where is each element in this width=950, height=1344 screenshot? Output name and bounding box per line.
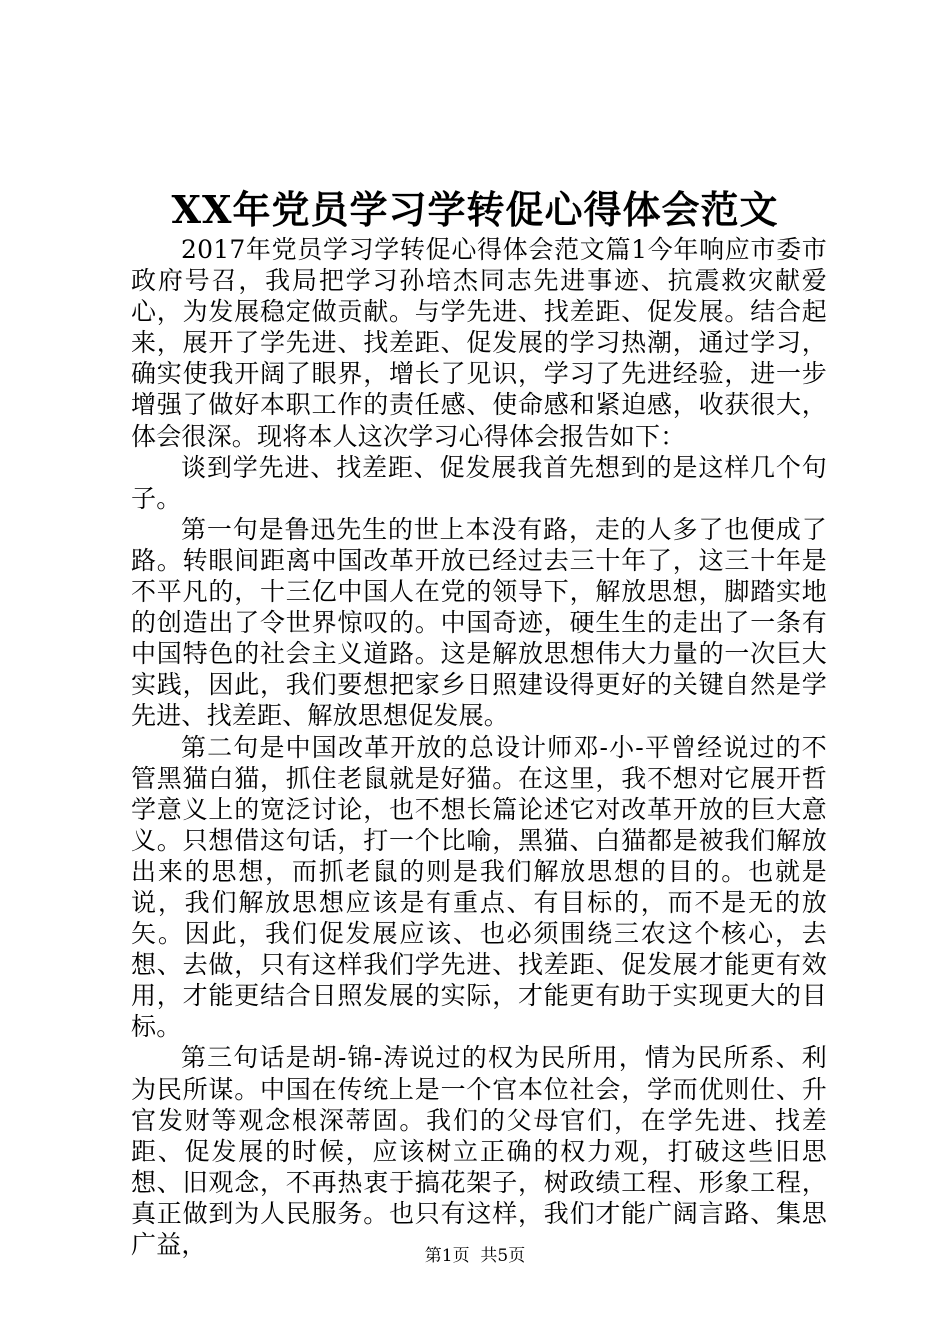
paragraph-5: 第三句话是胡-锦-涛说过的权为民所用，情为民所系、利为民所谋。中国在传统上是一个官本位社会，学而优则仕、升官发财等观念根深蒂固。我们的父母官们，在学先进、找差距、促发展的时候，应该树立正确的权力观，打破这些旧思想、旧观念，不再热衷于搞花架子，树政绩工程、形象工程，真正做到为人民服务。也只有这样，我们才能广阔言路、集思广益，: [131, 1043, 827, 1259]
document-body: [131, 234, 827, 1260]
document-title: XX年党员学习学转促心得体会范文: [171, 187, 779, 232]
page-footer: 第1页 共5页: [424, 1246, 526, 1266]
paragraph-2: 谈到学先进、找差距、促发展我首先想到的是这样几个句子。: [131, 452, 827, 513]
paragraph-1: 2017年党员学习学转促心得体会范文篇1今年响应市委市政府号召，我局把学习孙培杰同志先进事迹、抗震救灾献爱心，为发展稳定做贡献。与学先进、找差距、促发展。结合起来，展开了学先进、找差距、促发展的学习热潮，通过学习，确实使我开阔了眼界，增长了见识，学习了先进经验，进一步增强了做好本职工作的责任感、使命感和紧迫感，收获很大，体会很深。现将本人这次学习心得体会报告如下：: [131, 235, 827, 451]
paragraph-3: 第一句是鲁迅先生的世上本没有路，走的人多了也便成了路。转眼间距离中国改革开放已经过去三十年了，这三十年是不平凡的，十三亿中国人在党的领导下，解放思想，脚踏实地的创造出了令世界惊叹的。中国奇迹，硬生生的走出了一条有中国特色的社会主义道路。这是解放思想伟大力量的一次巨大实践，因此，我们要想把家乡日照建设得更好的关键自然是学先进、找差距、解放思想促发展。: [131, 514, 827, 731]
paragraph-4: 第二句是中国改革开放的总设计师邓-小-平曾经说过的不管黑猫白猫，抓住老鼠就是好猫。在这里，我不想对它展开哲学意义上的宽泛讨论，也不想长篇论述它对改革开放的巨大意义。只想借这句话，打一个比喻，黑猫、白猫都是被我们解放出来的思想，而抓老鼠的则是我们解放思想的目的。也就是说，我们解放思想应该是有重点、有目标的，而不是无的放矢。因此，我们促发展应该、也必须围绕三农这个核心，去想、去做，只有这样我们学先进、找差距、促发展才能更有效用，才能更结合日照发展的实际，才能更有助于实现更大的目标。: [131, 732, 827, 1042]
